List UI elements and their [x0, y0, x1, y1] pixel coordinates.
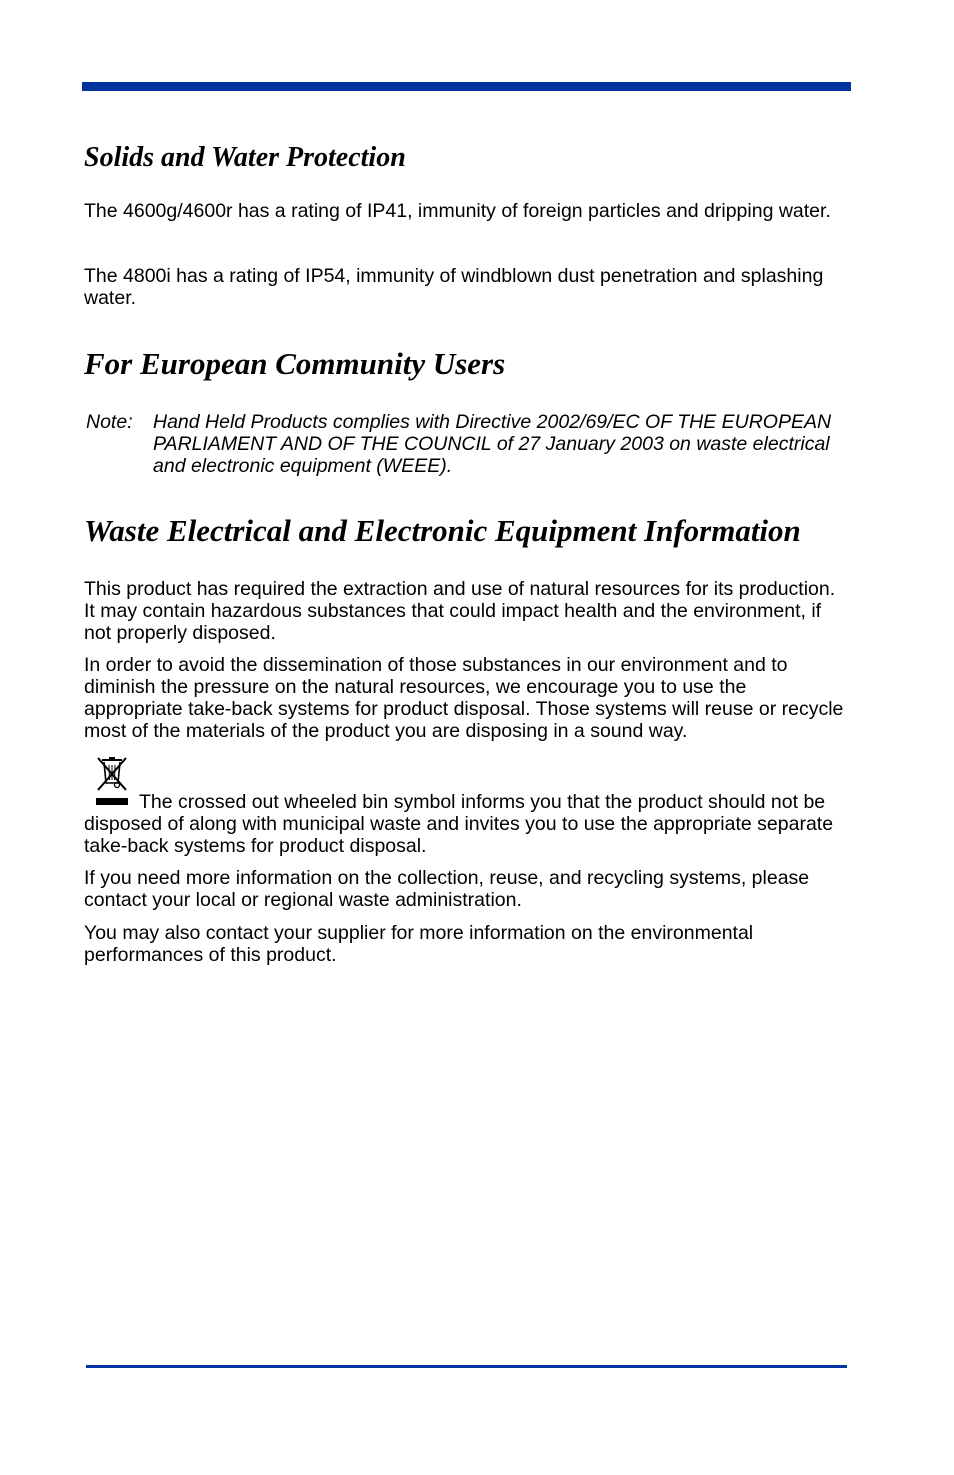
- weee-paragraph-3: The crossed out wheeled bin symbol informs you that the product should not be disposed of along with municipal waste and invites you to use the appropriate separate take-back systems for product disposal.: [84, 791, 834, 857]
- weee-directive-note: [86, 411, 851, 477]
- solids-paragraph-1: The 4600g/4600r has a rating of IP41, immunity of foreign particles and dripping water.: [84, 200, 831, 222]
- heading-weee-information: Waste Electrical and Electronic Equipment Information: [84, 513, 801, 548]
- note-text: Hand Held Products complies with Directive 2002/69/EC OF THE EUROPEAN PARLIAMENT AND OF THE COUNCIL of 27 January 2003 on waste electrical and electronic equipment (WEEE).: [153, 411, 832, 477]
- header-rule: [82, 82, 851, 91]
- note-label: Note:: [86, 411, 133, 433]
- weee-paragraph-1: This product has required the extraction and use of natural resources for its production. It may contain hazardous substances that could impact health and the environment, if not properly disposed.: [84, 578, 836, 644]
- weee-paragraph-4: If you need more information on the collection, reuse, and recycling systems, please contact your local or regional waste administration.: [84, 867, 810, 911]
- weee-paragraph-2: In order to avoid the dissemination of those substances in our environment and to diminish the pressure on the natural resources, we encourage you to use the appropriate take-back systems for product disposal. Those systems will reuse or recycle most of the materials of the product you are disposing in a sound way.: [84, 654, 844, 742]
- footer-rule: [86, 1365, 847, 1368]
- solids-paragraph-2: The 4800i has a rating of IP54, immunity of windblown dust penetration and splashing water.: [84, 265, 824, 309]
- heading-solids-water-protection: Solids and Water Protection: [84, 142, 406, 173]
- weee-paragraph-5: You may also contact your supplier for more information on the environmental performances of this product.: [84, 922, 754, 966]
- heading-european-community-users: For European Community Users: [84, 346, 506, 381]
